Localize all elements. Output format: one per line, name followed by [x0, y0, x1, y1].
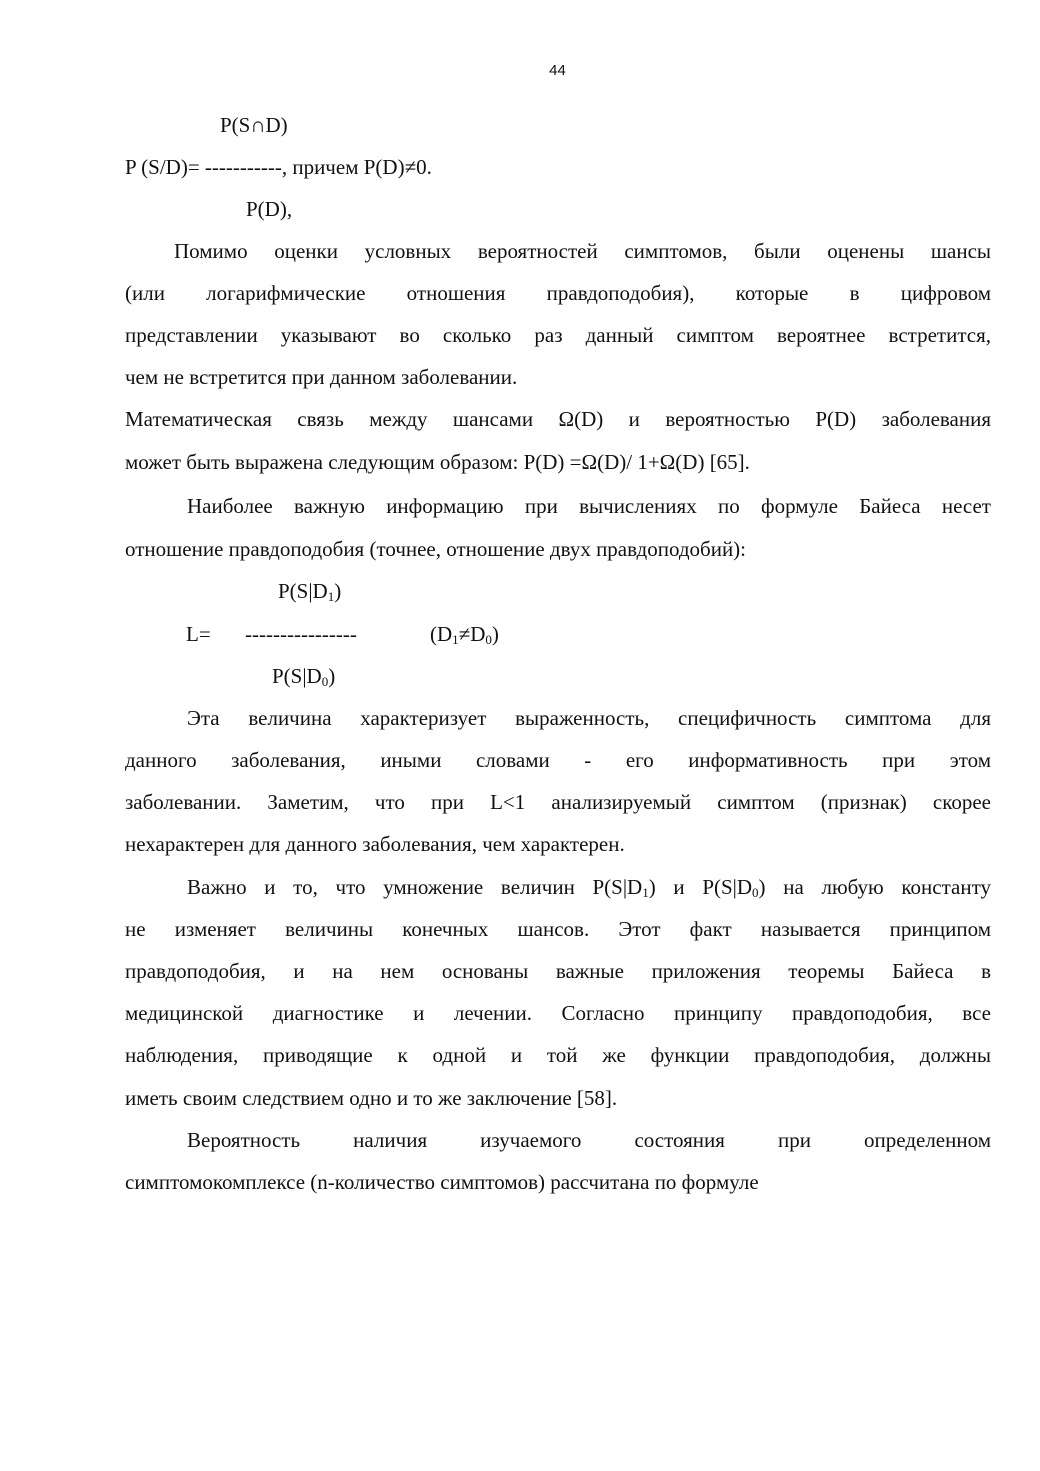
paragraph-5-line-1: Важно и то, что умножение величин $P(S|D_1)$ и $P(S|D_0)$ на любую константу [187, 875, 991, 900]
paragraph-4-line-1: Эта величина характеризует выраженность, специфичность симптома для [187, 706, 991, 730]
paragraph-3-line-2: отношение правдоподобия (точнее, отношение двух правдоподобий): [125, 537, 747, 561]
paragraph-6-line-2: симптомокомплексе (n-количество симптомов) рассчитана по формуле [125, 1170, 759, 1194]
paragraph-1-line-4: чем не встретится при данном заболевании. [125, 365, 518, 389]
formula-2-numerator: $P(S|D_1)$ [278, 579, 342, 604]
paragraph-4-line-4: нехарактерен для данного заболевания, чем характерен. [125, 832, 625, 856]
formula-2-lhs: L= [186, 622, 211, 646]
paragraph-5-line-2: не изменяет величины конечных шансов. Этот факт называется принципом [125, 917, 991, 941]
page-number: 44 [549, 62, 566, 79]
paragraph-6-line-1: Вероятность наличия изучаемого состояния при определенном [187, 1128, 991, 1152]
formula-2-condition: $(D_1\ne D_0)$ [430, 622, 499, 647]
paragraph-5-line-3: правдоподобия, и на нем основаны важные приложения теоремы Байеса в [125, 959, 991, 983]
paragraph-2-line-2: может быть выражена следующим образом: P(D) =Ω(D)/ 1+Ω(D) [65]. [125, 450, 750, 474]
paragraph-5-line-6: иметь своим следствием одно и то же заключение [58]. [125, 1086, 618, 1110]
paragraph-1-line-2: (или логарифмические отношения правдоподобия), которые в цифровом [125, 281, 991, 305]
paragraph-1-line-3: представлении указывают во сколько раз данный симптом вероятнее встретится, [125, 323, 991, 347]
paragraph-5-line-4: медицинской диагностике и лечении. Согласно принципу правдоподобия, все [125, 1001, 991, 1025]
paragraph-1-line-1: Помимо оценки условных вероятностей симптомов, были оценены шансы [174, 239, 991, 263]
paragraph-5-line-5: наблюдения, приводящие к одной и той же функции правдоподобия, должны [125, 1043, 991, 1067]
formula-1-numerator: P(S∩D) [220, 113, 288, 137]
formula-1-lhs: P (S/D)= -----------, причем P(D)≠0. [125, 155, 432, 179]
formula-2-fraction-bar: ---------------- [245, 622, 357, 646]
formula-2-denominator: $P(S|D_0)$ [272, 664, 336, 689]
paragraph-4-line-3: заболевании. Заметим, что при L<1 анализируемый симптом (признак) скорее [125, 790, 991, 814]
paragraph-2-line-1: Математическая связь между шансами Ω(D) и вероятностью P(D) заболевания [125, 407, 991, 431]
paragraph-4-line-2: данного заболевания, иными словами - его информативность при этом [125, 748, 991, 772]
paragraph-3-line-1: Наиболее важную информацию при вычислениях по формуле Байеса несет [187, 494, 991, 518]
formula-1-denominator: P(D), [246, 197, 293, 221]
